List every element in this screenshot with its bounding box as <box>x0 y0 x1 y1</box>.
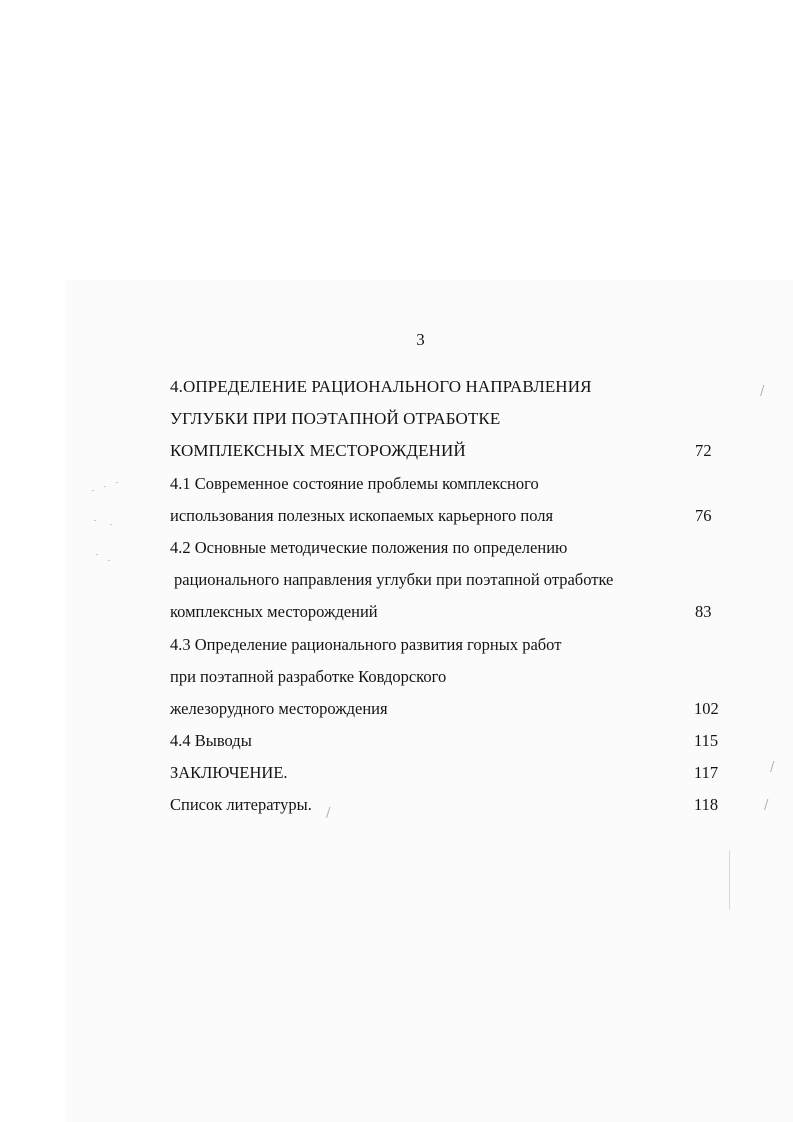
toc-entry-text: Список литературы. <box>170 795 312 815</box>
toc-line <box>170 757 730 789</box>
toc-line <box>170 371 730 403</box>
toc-line <box>170 435 730 467</box>
toc-line <box>170 468 730 500</box>
margin-pen-mark: / <box>760 384 765 399</box>
toc-page-number: 72 <box>695 441 712 461</box>
scan-edge-line <box>729 850 730 910</box>
toc-entry-text: 4.3 Определение рационального развития горных работ <box>170 634 562 654</box>
scan-speck <box>94 520 96 521</box>
toc-entry-text: 4.2 Основные методические положения по определению <box>170 537 568 557</box>
toc-entry-text: при поэтапной разработке Ковдорского <box>170 666 447 686</box>
toc-entry-text: комплексных месторождений <box>170 602 378 622</box>
toc-line <box>170 725 730 757</box>
toc-entry-text: 4.1 Современное состояние проблемы комплексного <box>170 473 539 493</box>
toc-entry-text: 4.ОПРЕДЕЛЕНИЕ РАЦИОНАЛЬНОГО НАПРАВЛЕНИЯ <box>170 377 592 396</box>
scan-speck <box>108 560 110 561</box>
scan-speck <box>96 554 98 555</box>
toc-entry-text: КОМПЛЕКСНЫХ МЕСТОРОЖДЕНИЙ <box>170 441 466 461</box>
margin-pen-mark: / <box>326 806 331 821</box>
margin-pen-mark: / <box>764 798 769 813</box>
toc-line <box>170 532 730 564</box>
toc-page-number: 83 <box>695 602 712 622</box>
toc-entry-text: железорудного месторождения <box>170 698 388 718</box>
scan-speck <box>110 524 112 525</box>
toc-line <box>170 403 730 435</box>
toc-line <box>170 596 730 628</box>
margin-pen-mark: / <box>770 760 775 775</box>
toc-page-number: 115 <box>694 731 719 751</box>
toc-entry-text: 4.4 Выводы <box>170 731 252 751</box>
toc-line <box>170 789 730 821</box>
toc-page-number: 76 <box>695 505 712 525</box>
toc-entry-text: рационального направления углубки при поэтапной отработке <box>174 570 614 590</box>
toc-line <box>170 693 730 725</box>
toc-line <box>170 564 730 596</box>
scan-speck <box>92 490 94 491</box>
toc-entry-text: УГЛУБКИ ПРИ ПОЭТАПНОЙ ОТРАБОТКЕ <box>170 409 501 429</box>
toc-entry-text: использования полезных ископаемых карьерного поля <box>170 505 554 525</box>
scan-speck <box>116 482 118 483</box>
toc-line <box>170 500 730 532</box>
toc-entry-text: ЗАКЛЮЧЕНИЕ. <box>170 763 288 783</box>
page-number: 3 <box>416 330 425 349</box>
toc-page-number: 117 <box>694 763 719 783</box>
table-of-contents <box>170 371 730 822</box>
toc-line <box>170 629 730 661</box>
toc-page-number: 118 <box>694 795 719 815</box>
scan-speck <box>104 486 106 487</box>
toc-line <box>170 661 730 693</box>
toc-page-number: 102 <box>694 698 719 718</box>
